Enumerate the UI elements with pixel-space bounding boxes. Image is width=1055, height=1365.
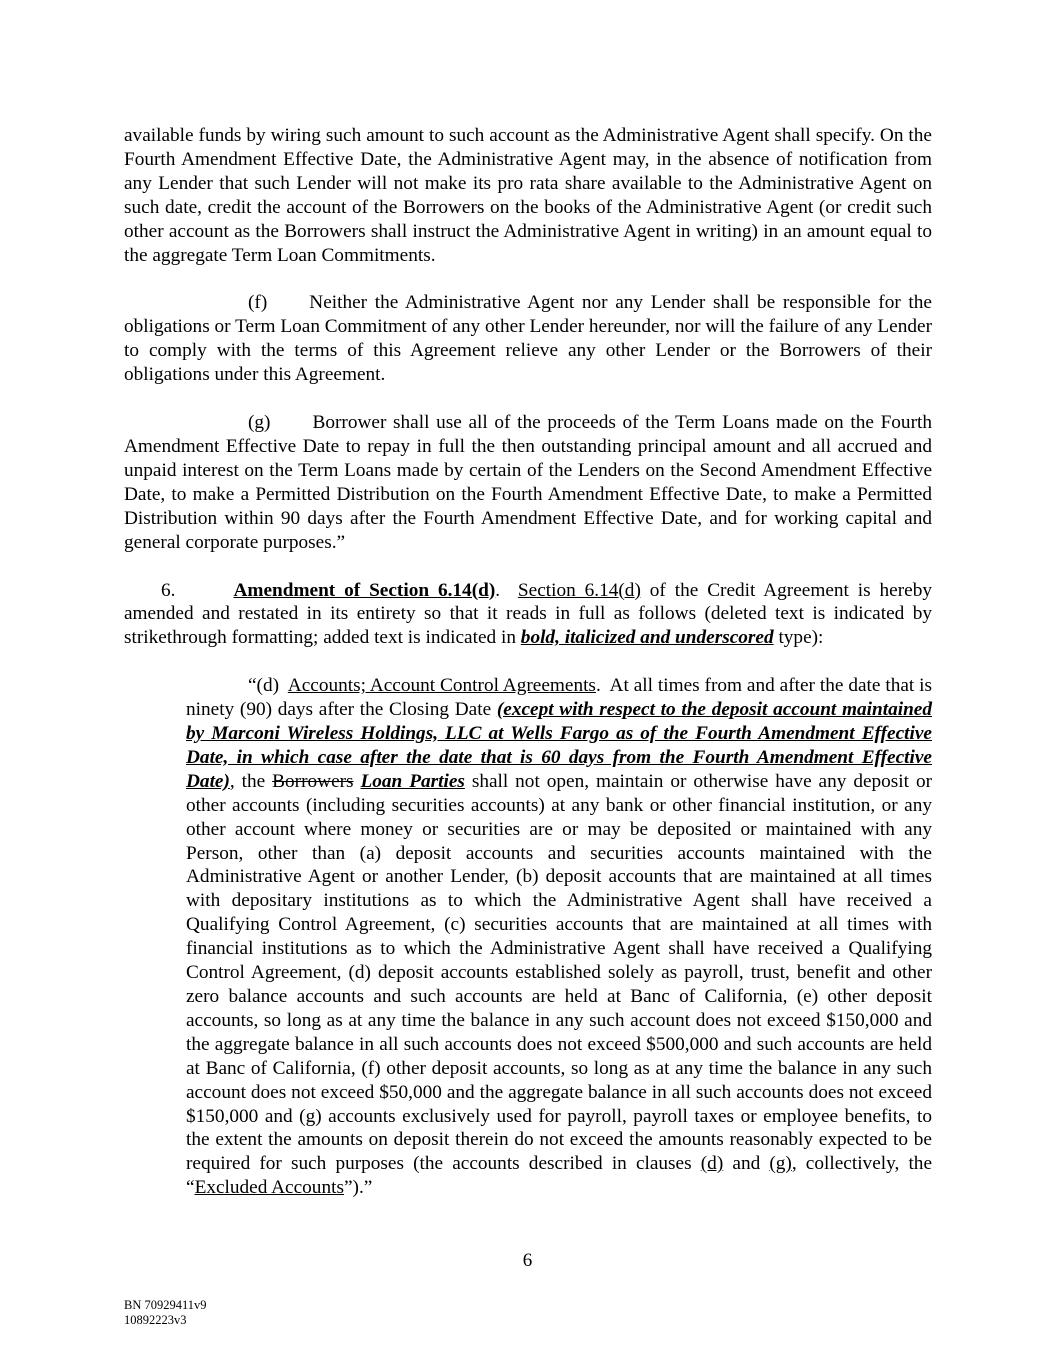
defined-term-excluded-accounts: Excluded Accounts xyxy=(194,1177,344,1199)
clause-ref-d: (d) xyxy=(700,1153,724,1175)
section-number: 6. xyxy=(161,579,176,601)
footer-doc-id-1: BN 70929411v9 xyxy=(124,1298,207,1312)
section-6-paragraph: 6. Amendment of Section 6.14(d). Section 6.14(d) of the Credit Agreement is hereby amended and restated in its entirety so that it reads in full as follows (deleted text is indicated by strikethrough formatting; added text is indicated in bold, italicized and underscored type): xyxy=(124,579,932,649)
document-footer xyxy=(124,1298,207,1328)
quote-text-3: shall not open, maintain or otherwise have any deposit or other accounts (including securities accounts) at any bank or other financial institution, or any other account where money or securities are or may be deposited or maintained with any Person, other than (a) deposit accounts and securities accounts maintained with the Administrative Agent or another Lender, (b) deposit accounts that are maintained at all times with depositary institutions as to which the Administrative Agent shall have received a Qualifying Control Agreement, (c) securities accounts that are maintained at all times with financial institutions as to which the Administrative Agent shall have received a Qualifying Control Agreement, (d) deposit accounts established solely as payroll, trust, benefit and other zero balance accounts and such accounts are held at Banc of California, (e) other deposit accounts, so long as at any time the balance in any such account does not exceed $150,000 and the aggregate balance in all such accounts does not exceed $500,000 and such accounts are held at Banc of California, (f) other deposit accounts, so long as at any time the balance in any such account does not exceed $50,000 and the aggregate balance in all such accounts does not exceed $150,000 and (g) accounts exclusively used for payroll, payroll taxes or employee benefits, to the extent the amounts on deposit therein do not exceed the amounts reasonably expected to be required for such purposes (the accounts described in clauses xyxy=(186,770,933,1175)
section-heading: Amendment of Section 6.14(d) xyxy=(233,579,496,601)
quote-close: ”).” xyxy=(343,1177,373,1199)
document-body xyxy=(124,124,932,1200)
quote-text-1: At all times from and after the date that is ninety (90) days after the Closing Date xyxy=(186,675,933,721)
inserted-text-exception: (except with respect to the deposit account maintained by Marconi Wireless Holdings, LLC at Wells Fargo as of the Fourth Amendment Effective Date, in which case after the date that is 60 days from the Fourth Amendment Effective Date) xyxy=(186,699,932,792)
quote-title: Accounts; Account Control Agreements xyxy=(287,675,596,697)
paragraph-g xyxy=(124,411,932,554)
page-number: 6 xyxy=(522,1250,533,1271)
format-example: bold, italicized and underscored xyxy=(520,627,774,649)
quoted-section-d: “(d) Accounts; Account Control Agreements. At all times from and after the date that is ninety (90) days after the Closing Date (except with respect to the deposit account maintained by Marconi Wireless Holdings, LLC at Wells Fargo as of the Fourth Amendment Effective Date, in which case after the date that is 60 days from the Fourth Amendment Effective Date), the Borrowers Loan Parties shall not open, maintain or otherwise have any deposit or other accounts (including securities accounts) at any bank or other financial institution, or any other account where money or securities are or may be deposited or maintained with any Person, other than (a) deposit accounts and securities accounts maintained with the Administrative Agent or another Lender, (b) deposit accounts that are maintained at all times with depositary institutions as to which the Administrative Agent shall have received a Qualifying Control Agreement, (c) securities accounts that are maintained at all times with financial institutions as to which the Administrative Agent shall have received a Qualifying Control Agreement, (d) deposit accounts established solely as payroll, trust, benefit and other zero balance accounts and such accounts are held at Banc of California, (e) other deposit accounts, so long as at any time the balance in any such account does not exceed $150,000 and the aggregate balance in all such accounts does not exceed $500,000 and such accounts are held at Banc of California, (f) other deposit accounts, so long as at any time the balance in any such account does not exceed $50,000 and the aggregate balance in all such accounts does not exceed $150,000 and (g) accounts exclusively used for payroll, payroll taxes or employee benefits, to the extent the amounts on deposit therein do not exceed the amounts reasonably expected to be required for such purposes (the accounts described in clauses (d) and (g), collectively, the “Excluded Accounts”).” xyxy=(186,675,933,1199)
section-intro-end: type): xyxy=(778,627,824,649)
quote-and: and xyxy=(732,1153,761,1175)
quote-text-2: , the xyxy=(229,770,266,792)
section-intro: of the Credit Agreement is hereby amended and restated in its entirety so that it reads in full as follows (deleted text is indicated by strikethrough formatting; added text is indicated in xyxy=(124,579,932,649)
footer-doc-id-2: 10892223v3 xyxy=(124,1313,187,1327)
quote-open: “(d) xyxy=(248,675,280,697)
clause-ref-g: (g) xyxy=(769,1153,792,1175)
deleted-text-borrowers: Borrowers xyxy=(272,770,354,792)
inserted-text-loan-parties: Loan Parties xyxy=(360,770,465,792)
paragraph-f xyxy=(124,291,932,387)
quote-text-4: , collectively, the “ xyxy=(186,1153,932,1199)
clause-label-f: (f) xyxy=(248,292,268,314)
clause-text-f: Neither the Administrative Agent nor any Lender shall be responsible for the obligations or Term Loan Commitment of any other Lender hereunder, nor will the failure of any Lender to comply with the terms of this Agreement relieve any other Lender or the Borrowers of their obligations under this Agreement. xyxy=(124,292,932,386)
clause-text-g: Borrower shall use all of the proceeds of the Term Loans made on the Fourth Amendment Effective Date to repay in full the then outstanding principal amount and all accrued and unpaid interest on the Term Loans made by certain of the Lenders on the Second Amendment Effective Date, to make a Permitted Distribution on the Fourth Amendment Effective Date, to make a Permitted Distribution within 90 days after the Fourth Amendment Effective Date, and for working capital and general corporate purposes.” xyxy=(124,412,932,553)
section-reference: Section 6.14(d) xyxy=(517,579,641,601)
paragraph-continuation: available funds by wiring such amount to such account as the Administrative Agent shall specify. On the Fourth Amendment Effective Date, the Administrative Agent may, in the absence of notification from any Lender that such Lender will not make its pro rata share available to the Administrative Agent on such date, credit the account of the Borrowers on the books of the Administrative Agent (or credit such other account as the Borrowers shall instruct the Administrative Agent in writing) in an amount equal to the aggregate Term Loan Commitments. xyxy=(124,125,932,266)
clause-label-g: (g) xyxy=(248,412,271,434)
